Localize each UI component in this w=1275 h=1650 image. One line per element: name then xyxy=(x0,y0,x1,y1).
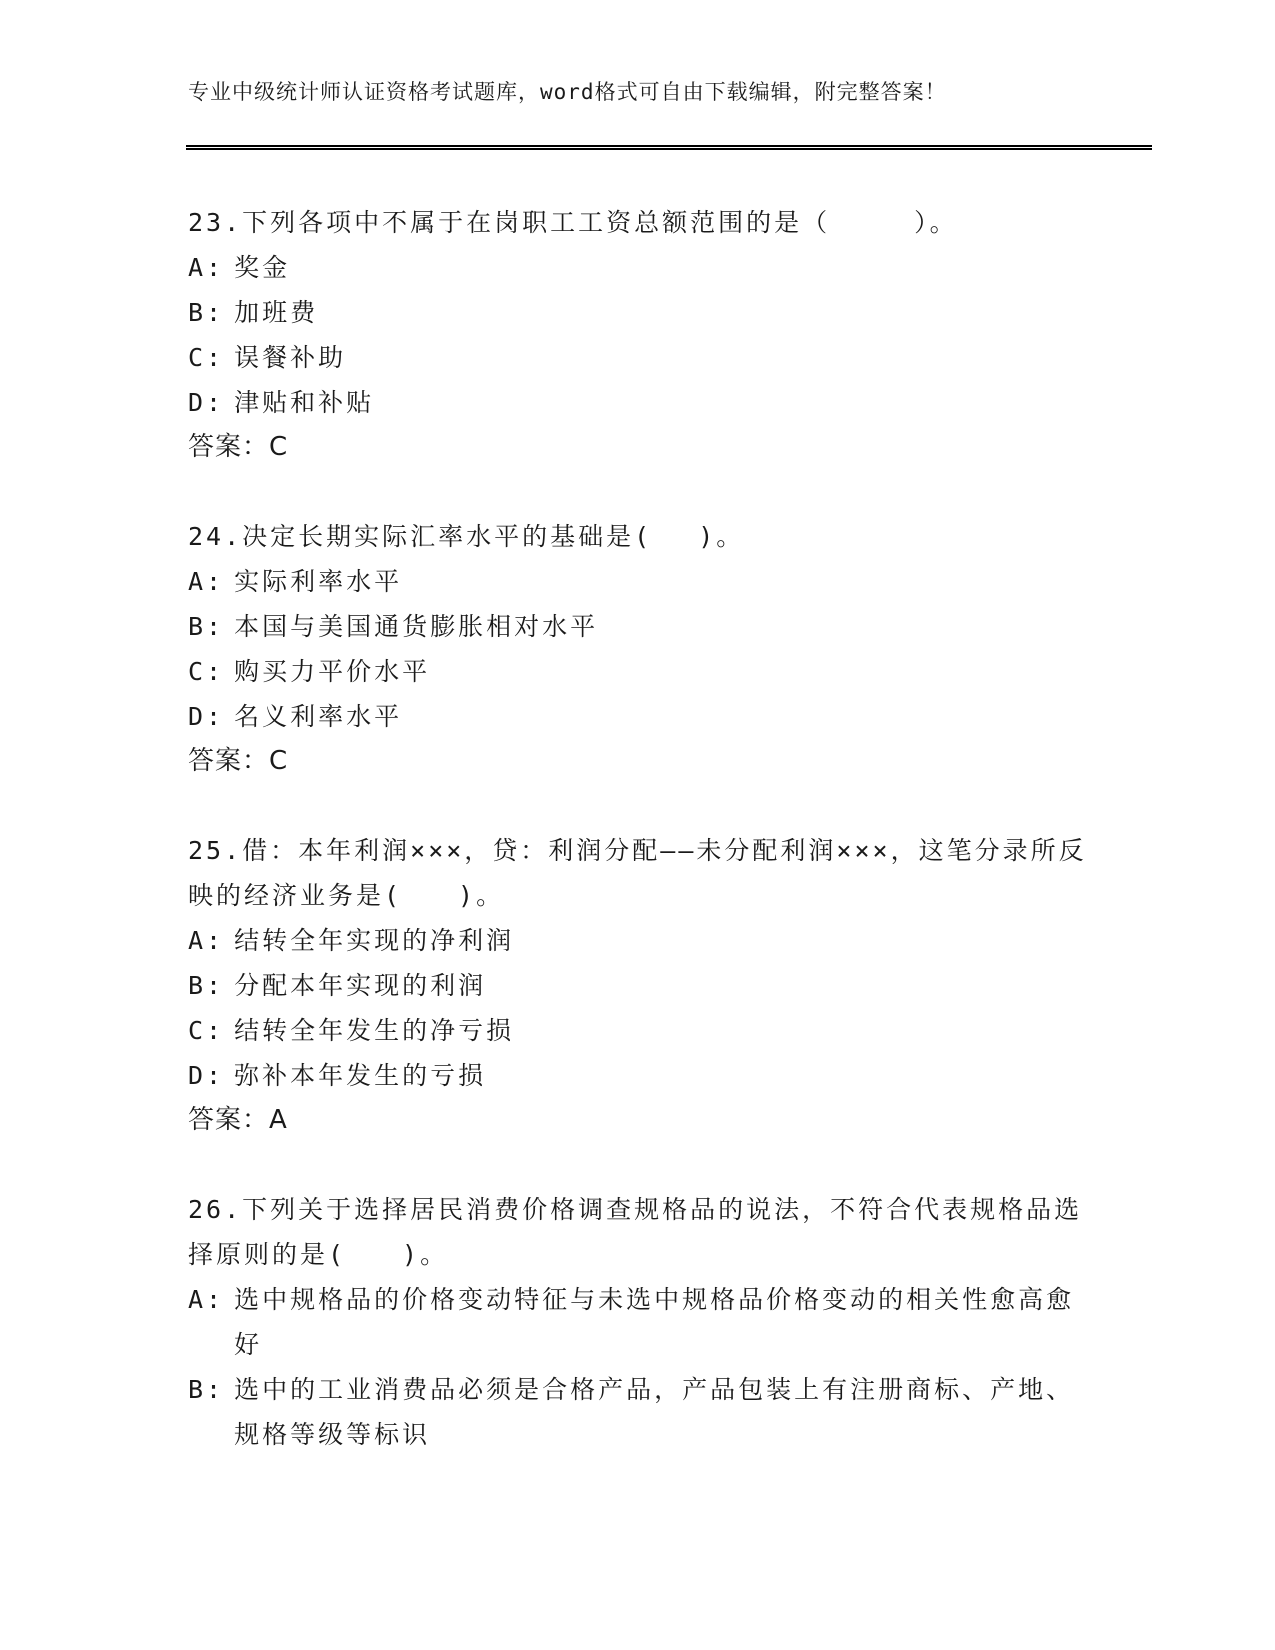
option-letter: C: xyxy=(188,343,225,372)
option-d xyxy=(188,694,1088,739)
answer-line: 答案：C xyxy=(188,746,289,776)
option-letter: C: xyxy=(188,657,225,686)
option-b xyxy=(188,963,1088,1008)
option-d xyxy=(188,380,1088,425)
option-text: 选中的工业消费品必须是合格产品，产品包装上有注册商标、产地、规格等级等标识 xyxy=(234,1375,1075,1449)
question-stem: 23.下列各项中不属于在岗职工工资总额范围的是（ ）。 xyxy=(188,208,958,237)
option-text: 津贴和补贴 xyxy=(234,388,375,417)
option-text: 实际利率水平 xyxy=(234,567,403,596)
option-c xyxy=(188,1008,1088,1053)
option-b xyxy=(188,604,1088,649)
option-text: 误餐补助 xyxy=(234,343,347,372)
question-23 xyxy=(188,200,1088,470)
option-text: 结转全年实现的净利润 xyxy=(234,926,515,955)
option-text: 购买力平价水平 xyxy=(234,657,431,686)
option-text: 分配本年实现的利润 xyxy=(234,971,487,1000)
option-c xyxy=(188,649,1088,694)
option-text: 加班费 xyxy=(234,298,319,327)
option-letter: D: xyxy=(188,702,225,731)
answer-line: 答案：C xyxy=(188,432,289,462)
option-text: 选中规格品的价格变动特征与未选中规格品价格变动的相关性愈高愈好 xyxy=(234,1285,1075,1359)
option-text: 奖金 xyxy=(234,253,291,282)
option-a xyxy=(188,918,1088,963)
question-24 xyxy=(188,514,1088,784)
option-letter: A: xyxy=(188,253,225,282)
question-25 xyxy=(188,828,1088,1143)
option-letter: B: xyxy=(188,612,225,641)
option-d xyxy=(188,1053,1088,1098)
question-list xyxy=(188,200,1088,1501)
option-letter: D: xyxy=(188,388,225,417)
question-stem: 25.借：本年利润×××，贷：利润分配——未分配利润×××，这笔分录所反映的经济业务是( )。 xyxy=(188,836,1087,910)
question-26 xyxy=(188,1187,1088,1457)
option-letter: B: xyxy=(188,298,225,327)
header-divider xyxy=(186,145,1152,150)
answer-line: 答案：A xyxy=(188,1105,288,1135)
option-letter: B: xyxy=(188,1375,225,1404)
option-letter: B: xyxy=(188,971,225,1000)
option-letter: C: xyxy=(188,1016,225,1045)
option-letter: D: xyxy=(188,1061,225,1090)
option-text: 本国与美国通货膨胀相对水平 xyxy=(234,612,599,641)
option-b xyxy=(188,1367,1088,1457)
option-text: 弥补本年发生的亏损 xyxy=(234,1061,487,1090)
page-header: 专业中级统计师认证资格考试题库，word格式可自由下载编辑，附完整答案！ xyxy=(188,80,947,104)
option-text: 名义利率水平 xyxy=(234,702,403,731)
option-c xyxy=(188,335,1088,380)
option-letter: A: xyxy=(188,1285,225,1314)
option-a xyxy=(188,245,1088,290)
question-stem: 24.决定长期实际汇率水平的基础是( )。 xyxy=(188,522,745,551)
option-a xyxy=(188,1277,1088,1367)
option-letter: A: xyxy=(188,926,225,955)
option-a xyxy=(188,559,1088,604)
option-text: 结转全年发生的净亏损 xyxy=(234,1016,515,1045)
option-letter: A: xyxy=(188,567,225,596)
question-stem: 26.下列关于选择居民消费价格调查规格品的说法，不符合代表规格品选择原则的是( )。 xyxy=(188,1195,1083,1269)
option-b xyxy=(188,290,1088,335)
